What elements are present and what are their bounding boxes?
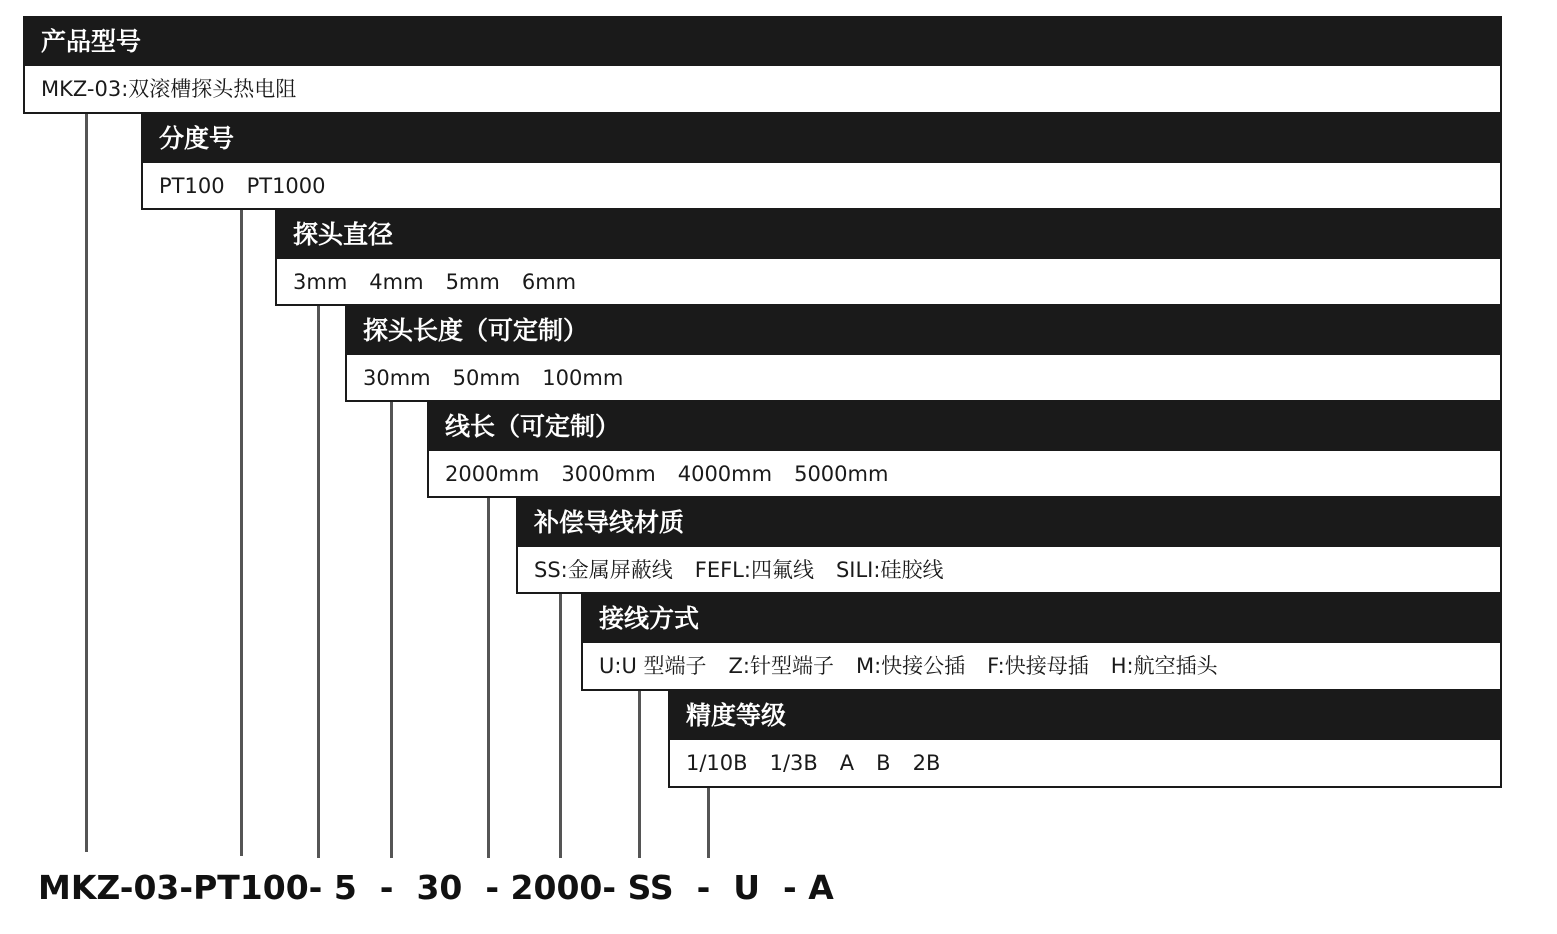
group-options bbox=[143, 163, 1500, 208]
option: F:快接母插 bbox=[987, 654, 1089, 678]
model-code: MKZ-03-PT100- 5 - 30 - 2000- SS - U - A bbox=[38, 868, 834, 907]
option: SILI:硅胶线 bbox=[835, 558, 944, 582]
group-wire-material bbox=[516, 497, 1502, 594]
option: A bbox=[839, 751, 855, 775]
group-title: 接线方式 bbox=[583, 595, 1500, 643]
connector-line-probe-diameter bbox=[317, 306, 320, 858]
group-options bbox=[670, 740, 1500, 786]
group-options bbox=[518, 547, 1500, 592]
group-probe-diameter bbox=[275, 209, 1502, 306]
group-title: 精度等级 bbox=[670, 692, 1500, 740]
option: 5000mm bbox=[794, 462, 889, 486]
option: 1/10B bbox=[686, 751, 748, 775]
group-options bbox=[429, 451, 1500, 496]
option: 3mm bbox=[293, 270, 348, 294]
option: 4000mm bbox=[677, 462, 773, 486]
option: 100mm bbox=[542, 366, 624, 390]
group-accuracy-class bbox=[668, 690, 1502, 788]
option: 2B bbox=[912, 751, 941, 775]
option: FEFL:四氟线 bbox=[694, 558, 814, 582]
group-options bbox=[277, 259, 1500, 304]
group-title: 探头直径 bbox=[277, 211, 1500, 259]
option: MKZ-03:双滚槽探头热电阻 bbox=[41, 77, 297, 101]
option: PT100 bbox=[159, 174, 225, 198]
connector-line-accuracy-class bbox=[707, 788, 710, 858]
option: U:U 型端子 bbox=[599, 654, 707, 678]
group-wire-length bbox=[427, 401, 1502, 498]
option: 1/3B bbox=[769, 751, 818, 775]
option: PT1000 bbox=[246, 174, 326, 198]
connector-line-product-model bbox=[85, 114, 88, 852]
option: SS:金属屏蔽线 bbox=[534, 558, 673, 582]
option: H:航空插头 bbox=[1110, 654, 1218, 678]
group-options bbox=[25, 66, 1500, 112]
group-product-model bbox=[23, 16, 1502, 114]
connector-line-probe-length bbox=[390, 402, 393, 858]
group-title: 探头长度（可定制） bbox=[347, 307, 1500, 355]
group-title: 线长（可定制） bbox=[429, 403, 1500, 451]
group-graduation bbox=[141, 113, 1502, 210]
group-title: 补偿导线材质 bbox=[518, 499, 1500, 547]
group-wiring-method bbox=[581, 593, 1502, 691]
connector-line-graduation bbox=[240, 210, 243, 856]
option: 50mm bbox=[452, 366, 521, 390]
option: Z:针型端子 bbox=[728, 654, 834, 678]
option: 30mm bbox=[363, 366, 431, 390]
connector-line-wiring-method bbox=[638, 691, 641, 858]
option: M:快接公插 bbox=[855, 654, 966, 678]
group-title: 分度号 bbox=[143, 115, 1500, 163]
group-options bbox=[347, 355, 1500, 400]
option: 2000mm bbox=[445, 462, 540, 486]
option: 3000mm bbox=[561, 462, 656, 486]
connector-line-wire-length bbox=[487, 498, 490, 858]
group-options bbox=[583, 643, 1500, 689]
group-title: 产品型号 bbox=[25, 18, 1500, 66]
option: 5mm bbox=[445, 270, 500, 294]
group-probe-length bbox=[345, 305, 1502, 402]
option: B bbox=[876, 751, 891, 775]
option: 4mm bbox=[369, 270, 424, 294]
option: 6mm bbox=[521, 270, 577, 294]
connector-line-wire-material bbox=[559, 594, 562, 858]
